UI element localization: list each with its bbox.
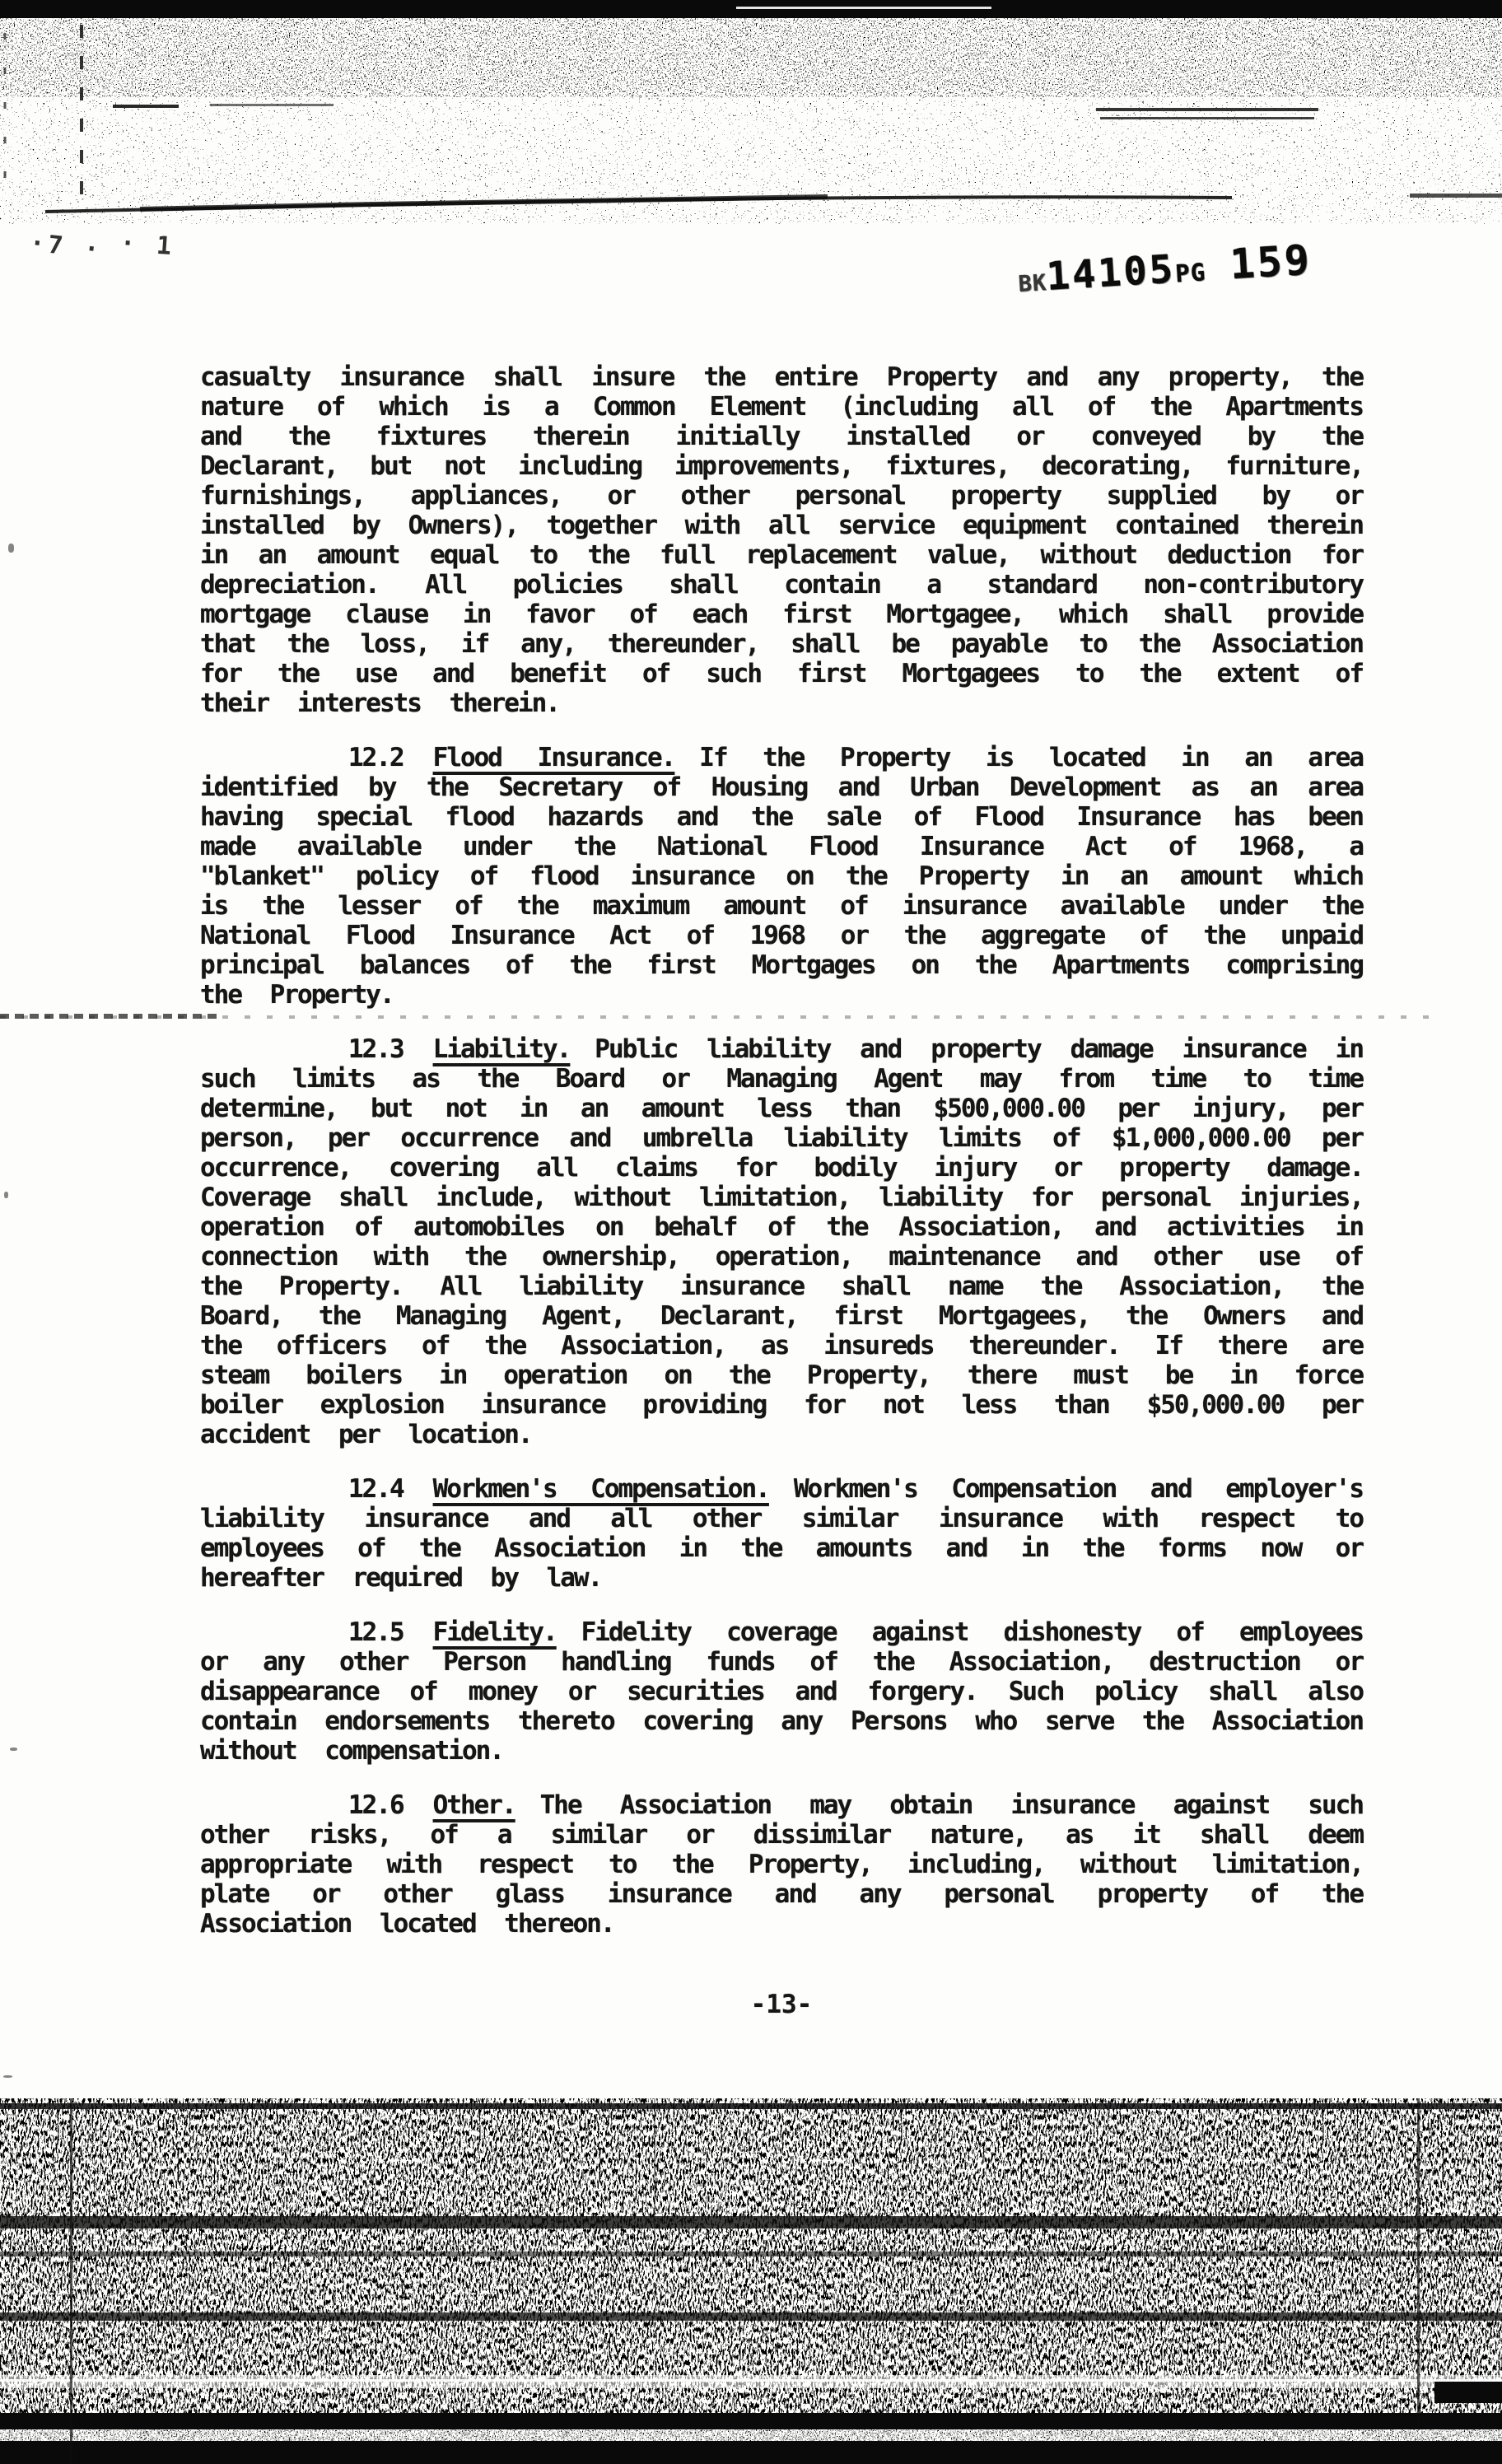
- section-body: The Association may obtain insurance against such other risks, of a similar or dissimilar nature, as it shall deem appropriate with respect to the Property, including, without limitation, plate or other glass insurance and any personal property of the Association located thereon.: [200, 1790, 1363, 1939]
- stamp-page-label: PG: [1174, 258, 1207, 288]
- ink-speck: [4, 1192, 8, 1198]
- stamp-book-number: 14105: [1045, 246, 1177, 300]
- section-title: Flood Insurance.: [432, 743, 675, 772]
- stamp-page-number: 159: [1228, 236, 1313, 289]
- section-number: 12.6: [348, 1790, 403, 1820]
- page-number: -13-: [750, 1990, 813, 2019]
- scan-noise-bottom-band: [0, 2098, 1502, 2464]
- recorder-stamp: [1016, 236, 1313, 301]
- section-12-2-flood-insurance: [200, 743, 1363, 1010]
- section-number: 12.3: [348, 1034, 403, 1064]
- section-number: 12.4: [348, 1474, 403, 1504]
- section-title: Fidelity.: [432, 1617, 557, 1647]
- margin-pen-mark: ·7 ·: [28, 228, 104, 265]
- section-body: If the Property is located in an area identified by the Secretary of Housing and Urban Development as an area having special flood hazards and the sale of Flood Insurance has been made available under the National Flood Insurance Act of 1968, a "blanket" policy of flood insurance on the Property in an amount which is the lesser of the maximum amount of insurance available under the National Flood Insurance Act of 1968 or the aggregate of the unpaid principal balances of the first Mortgages on the Apartments comprising the Property.: [200, 743, 1363, 1010]
- section-body: Workmen's Compensation and employer's liability insurance and all other similar insurance with respect to employees of the Association in the amounts and in the forms now or hereafter required by law.: [200, 1474, 1364, 1593]
- section-title: Workmen's Compensation.: [432, 1474, 769, 1504]
- paragraph-casualty-insurance: casualty insurance shall insure the entire Property and any property, the nature of which is a Common Element (including all of the Apartments and the fixtures therein initially installed or conveyed by the Declarant, but not including improvements, fixtures, decorating, furniture, furnishings, appliances, or other personal property supplied by or installed by Owners), together with all service equipment contained therein in an amount equal to the full replacement value, without deduction for depreciation. All policies shall contain a standard non-contributory mortgage clause in favor of each first Mortgagee, which shall provide that the loss, if any, thereunder, shall be payable to the Association for the use and benefit of such first Mortgagees to the extent of their interests therein.: [200, 362, 1363, 718]
- section-number: 12.5: [348, 1617, 403, 1647]
- scan-noise-top-band: [0, 0, 1502, 224]
- section-12-4-workmens-compensation: [200, 1474, 1363, 1593]
- section-title: Other.: [432, 1790, 515, 1820]
- section-12-5-fidelity: [200, 1617, 1363, 1766]
- ink-speck: [3, 2075, 12, 2078]
- ink-speck: [10, 1748, 17, 1751]
- section-body: Fidelity coverage against dishonesty of employees or any other Person handling funds of the Association, destruction or disappearance of money or securities and forgery. Such policy shall also contain endorsements thereto covering any Persons who serve the Association without compensation.: [200, 1617, 1363, 1766]
- section-title: Liability.: [432, 1034, 571, 1064]
- section-number: 12.2: [348, 743, 403, 772]
- section-body: Public liability and property damage insurance in such limits as the Board or Managing Agent may from time to time determine, but not in an amount less than $500,000.00 per injury, per person, per occurrence and umbrella liability limits of $1,000,000.00 per occurrence, covering all claims for bodily injury or property damage. Coverage shall include, without limitation, liability for personal injuries, operation of automobiles on behalf of the Association, and activities in connection with the ownership, operation, maintenance and other use of the Property. All liability insurance shall name the Association, the Board, the Managing Agent, Declarant, first Mortgagees, the Owners and the officers of the Association, as insureds thereunder. If there are steam boilers in operation on the Property, there must be in force boiler explosion insurance providing for not less than $50,000.00 per accident per location.: [200, 1034, 1363, 1449]
- section-12-3-liability: [200, 1034, 1363, 1449]
- margin-pen-mark: · 1: [119, 228, 176, 262]
- stamp-book-prefix: BK: [1017, 269, 1048, 298]
- section-12-6-other: [200, 1790, 1363, 1939]
- document-body: [200, 362, 1363, 2019]
- ink-speck: [8, 544, 14, 553]
